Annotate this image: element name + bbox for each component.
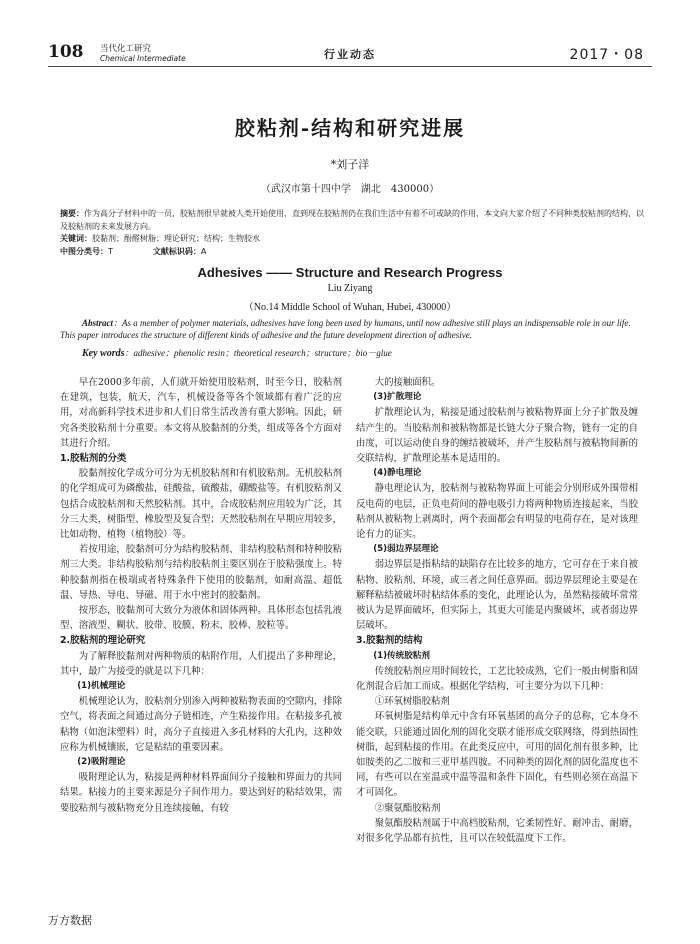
subsection-heading: (1)传统胶粘剂 [373,650,430,661]
english-abstract-text: ：As a member of polymer materials, adhesives have long been used by humans, until now adhesive still plays an indispensable role in our life. This paper introduces the structure of different kinds of adhesive and the future development direction of adhesive. [60,318,631,340]
english-keywords-text: ：adhesive；phenolic resin；theoretical research；structure；bio－glue [124,348,392,358]
section-heading: 1.胶粘剂的分类 [60,453,127,465]
subsection-heading: (2)吸附理论 [77,757,126,768]
abstract-text: 作为高分子材料中的一员，胶粘剂很早就被人类开始使用，直到现在胶粘剂仍在我们生活中有着不可或缺的作用，本文向大家介绍了不同种类胶粘剂的结构，以及胶粘剂的未来发展方向。 [60,209,644,231]
subsection-heading: (1)机械理论 [77,681,126,692]
keywords-label: 关键词： [60,234,92,243]
english-keywords-label: Key words [82,348,125,359]
footer-source: 万方数据 [48,914,92,927]
paragraph: 大的接触面积。 [374,377,441,388]
abstract-cn [60,208,644,233]
abstract-label: 摘要： [60,209,84,218]
section-heading: 3.胶黏剂的结构 [356,635,423,647]
english-keywords [82,346,392,359]
subsection-heading: (5)弱边界层理论 [373,544,439,555]
keywords-cn [60,233,644,246]
section-heading: 2.胶粘剂的理论研究 [60,635,146,647]
english-title: Adhesives —— Structure and Research Progress [197,265,503,280]
paragraph: 环氧树脂是结构单元中含有环氧基团的高分子的总称，它本身不能交联，只能通过固化剂的固化交联才能形成交联网络，得到热固性树脂，起到粘接的作用。在此类反应中，可用的固化剂有很多种，比如胺类的乙二胺和三亚甲基四胺。不同种类的固化剂的固化温度也不同，有些可以在室温或中温等温和条件下固化，有些则必须在高温下才可固化。 [356,711,638,799]
paragraph: 传统胶粘剂应用时间较长，工艺比较成熟，它们一般由树脂和固化剂混合后加工而成。根据化学结构，可主要分为以下几种： [356,665,638,693]
paragraph: 为了解释胶黏剂对两种物质的粘附作用，人们提出了多种理论，其中，最广为接受的就是以下几种： [60,650,342,677]
paragraph: 吸附理论认为，粘接是两种材料界面间分子接触和界面力的共同结果。粘接力的主要来源是分子间作用力。要达到好的粘结效果，需要胶粘剂与被粘物充分且连续接触，有较 [60,772,342,814]
item-heading: ②聚氨酯胶粘剂 [374,802,441,814]
abstract-block [60,208,644,258]
body-column-right [356,375,638,846]
paragraph: 聚氨酯胶粘剂属于中高档胶粘剂，它柔韧性好、耐冲击、耐磨，对很多化学品都有抗性，且可以在较低温度下工作。 [356,817,638,845]
paragraph: 机械理论认为，胶粘剂分别渗入两种被粘物表面的空隙内，排除空气，将表面之间通过高分子链相连，产生粘接作用。在粘接多孔被粘物（如泡沫塑料）时，高分子直接进入多孔材料的大孔内，这种效应称为机械镶嵌，它是粘结的重要因素。 [60,696,342,753]
paragraph: 静电理论认为，胶粘剂与被粘物界面上可能会分别形成外围带相反电荷的电层，正负电荷间的静电吸引力将两种物质连接起来，当胶粘剂从被粘物上剥离时，两个表面都会有明显的电荷存在，是对该理论有力的证实。 [356,483,638,541]
english-author: Liu Ziyang [327,283,373,294]
keywords-text: 胶黏剂；酚醛树脂；理论研究；结构；生物胶水 [92,234,260,243]
article-affiliation: （武汉市第十四中学 湖北 430000） [260,184,440,195]
page-number: 108 [48,42,84,62]
clc-label: 中图分类号： [60,246,108,256]
paragraph: 早在2000多年前，人们就开始使用胶粘剂，时至今日，胶粘剂在建筑，包装，航天，汽车，机械设备等各个领域都有着广泛的应用，对高新科学技术进步和人们日常生活改善有重大影响。因此，研究各类胶粘剂十分重要。本文将从胶黏剂的分类，组成等各个方面对其进行介绍。 [60,377,342,449]
body-column-left [60,375,342,816]
doc-code-value: A [200,246,207,256]
article-author: *刘子洋 [330,158,370,171]
english-abstract [60,318,644,341]
journal-name-cn: 当代化工研究 [100,44,152,54]
issue-date: 2017・08 [569,47,644,63]
subsection-heading: (4)静电理论 [373,468,422,479]
paragraph: 扩散理论认为，粘接是通过胶粘剂与被粘物界面上分子扩散及缠结产生的。当胶粘剂和被粘物都是长链大分子聚合物，链有一定的自由度，可以运动使自身的缠结被破坏，并产生胶粘剂与被粘物间新的交联结构，扩散理论基本是适用的。 [356,407,638,465]
clc-value: T [108,246,113,256]
english-affiliation: （No.14 Middle School of Wuhan, Hubei, 430000） [243,302,457,313]
classification-line [60,246,644,259]
doc-code-label: 文献标识码： [152,246,201,256]
paragraph: 弱边界层是指粘结的缺陷存在比较多的地方，它可存在于来自被粘物、胶粘剂、环境，或三者之间任意界面。弱边界层理论主要是在解释粘结被破坏时粘结体系的变化，此理论认为，虽然粘接破坏常常被认为是界面破坏，但实际上，其更大可能是内聚破坏，或者弱边界层破坏。 [356,559,638,632]
subsection-heading: (3)扩散理论 [373,392,422,403]
header-rule [48,66,652,67]
paragraph: 若按用途，胶黏剂可分为结构胶粘剂、非结构胶粘剂和特种胶粘剂三大类。非结构胶粘剂与结构胶粘剂主要区别在于胶粘强度上。特种胶黏剂指在极端或者特殊条件下使用的胶黏剂，如耐高温、超低温、导热、导电、导磁、用于水中密封的胶黏剂。 [60,544,342,601]
section-name: 行业动态 [324,48,376,61]
article-title: 胶粘剂-结构和研究进展 [234,116,466,140]
journal-name-en: Chemical Intermediate [100,54,186,63]
item-heading: ①环氧树脂胶粘剂 [374,696,450,708]
paragraph: 胶黏剂按化学成分可分为无机胶粘剂和有机胶粘剂。无机胶粘剂的化学组成可为磷酸盐，硅酸盐，硫酸盐，硼酸盐等。有机胶粘剂又包括合成胶粘剂和天然胶粘剂。其中，合成胶粘剂应用较为广泛，其分三大类，树脂型、橡胶型及复合型；天然胶粘剂在早期应用较多，比如动物、植物（植物胶）等。 [60,468,342,541]
paragraph: 按形态，胶黏剂可大致分为液体和固体两种。具体形态包括乳液型、溶液型、糊状、胶带、胶膜、粉末、胶棒、胶粒等。 [60,605,342,632]
english-abstract-label: Abstract [82,318,114,328]
